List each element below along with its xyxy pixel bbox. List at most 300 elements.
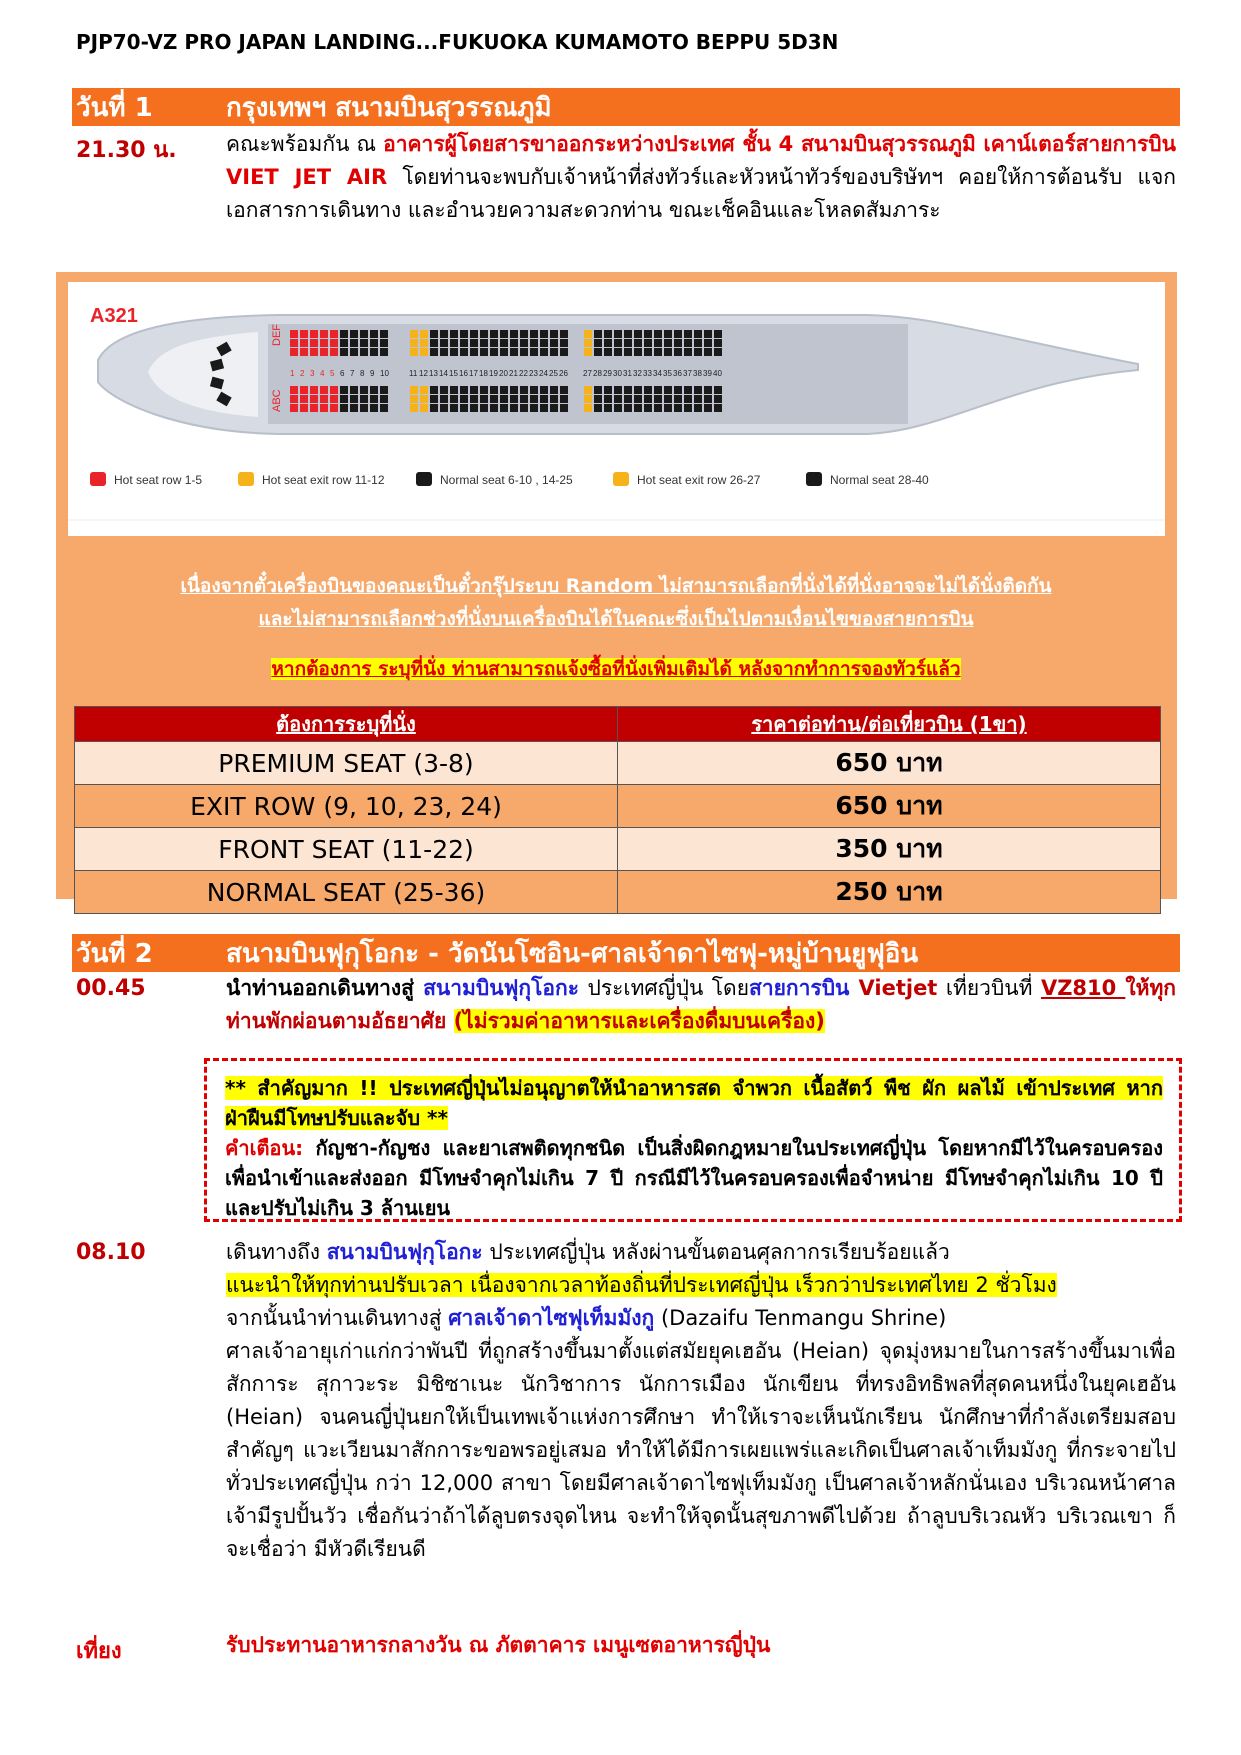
row-number-label: 1 <box>290 369 295 378</box>
seat <box>380 395 388 403</box>
seat <box>480 395 488 403</box>
seat <box>644 395 652 403</box>
seat <box>370 339 378 347</box>
seat <box>540 339 548 347</box>
t1-airport: สนามบินฟุกุโอกะ <box>423 976 580 1000</box>
aircraft-label: A321 <box>90 305 138 327</box>
seat <box>330 404 338 412</box>
row-number-label: 31 <box>623 369 632 378</box>
side-label-def: DEF <box>271 324 283 346</box>
seat <box>594 330 602 338</box>
seat <box>624 386 632 394</box>
seat-cell: EXIT ROW (9, 10, 23, 24) <box>75 785 618 828</box>
seat <box>664 339 672 347</box>
row-number-label: 35 <box>663 369 672 378</box>
seat <box>440 330 448 338</box>
seat <box>360 404 368 412</box>
seat <box>430 348 438 356</box>
seat <box>500 339 508 347</box>
seat <box>694 404 702 412</box>
seat <box>310 395 318 403</box>
row-number-label: 3 <box>310 369 315 378</box>
seat <box>460 339 468 347</box>
seat <box>480 330 488 338</box>
seat <box>440 339 448 347</box>
seat <box>584 339 592 347</box>
seat <box>320 339 328 347</box>
day1-description <box>226 128 1176 227</box>
seat <box>430 404 438 412</box>
random-seat-note <box>76 570 1156 636</box>
day2-time-2: 08.10 <box>76 1240 146 1265</box>
warning-drugs: กัญชา-กัญชง และยาเสพติดทุกชนิด เป็นสิ่งผิดกฎหมายในประเทศญี่ปุ่น โดยหากมีไว้ในครอบครองเพื่อนำเข้าและส่งออก มีโทษจำคุกไม่เกิน 7 ปี กรณีมีไว้ในครอบครองเพื่อจำหน่าย มีโทษจำคุกไม่เกิน 10 ปี และปรับไม่เกิน 3 ล้านเยน <box>225 1136 1163 1220</box>
seat <box>330 330 338 338</box>
row-number-label: 18 <box>479 369 488 378</box>
legend-label: Normal seat 28-40 <box>830 473 929 487</box>
seat <box>540 404 548 412</box>
day1-text-c: โดยท่านจะพบกับเจ้าหน้าที่ส่งทัวร์และหัวหน้าทัวร์ของบริษัทฯ คอยให้การต้อนรับ แจกเอกสารการเดินทาง และอำนวยความสะดวกท่าน ขณะเช็คอินและโหลดสัมภาระ <box>226 165 1177 222</box>
seat <box>540 330 548 338</box>
seat <box>500 386 508 394</box>
seat <box>490 339 498 347</box>
row-number-label: 9 <box>370 369 375 378</box>
seat <box>320 330 328 338</box>
t2-shrine-description: ศาลเจ้าอายุเก่าแก่กว่าพันปี ที่ถูกสร้างขึ้นมาตั้งแต่สมัยยุคเฮอัน (Heian) จุดมุ่งหมายในการสร้างขึ้นมาเพื่อสักการะ สุกาวะระ มิชิซาเนะ นักวิชาการ นักการเมือง นักเขียน ที่ทรงอิทธิพลที่สุดคนหนึ่งในยุคเฮอัน (Heian) จนคนญี่ปุ่นยกให้เป็นเทพเจ้าแห่งการศึกษา ทำให้เราจะเห็นนักเรียน นักศึกษาที่กำลังเตรียมสอบสำคัญๆ แวะเวียนมาสักการะขอพรอยู่เสมอ ทำให้ได้มีการเผยแพร่และเกิดเป็นศาลเจ้าเท็มมังกู ที่กระจายไปทั่วประเทศญี่ปุ่น กว่า 12,000 สาขา โดยมีศาลเจ้าดาไซฟุเท็มมังกู เป็นศาลเจ้าหลักนั่นเอง บริเวณหน้าศาลเจ้ามีรูปปั้นวัว เชื่อกันว่าถ้าได้ลูบตรงจุดไหน จะทำให้จุดนั้นสุขภาพดีไปด้วย ถ้าลูบบริเวณหัว บริเวณเขา ก็จะเชื่อว่า มีหัวดีเรียนดี <box>226 1339 1176 1561</box>
seat <box>584 386 592 394</box>
seat <box>490 348 498 356</box>
t1-airline-label: สายการบิน <box>749 976 850 1000</box>
seat <box>380 339 388 347</box>
t1-f: เที่ยวบินที่ <box>937 976 1041 1000</box>
legend-swatch <box>238 472 254 486</box>
seat <box>540 386 548 394</box>
row-number-label: 2 <box>300 369 305 378</box>
seat <box>450 386 458 394</box>
row-number-label: 30 <box>613 369 622 378</box>
seat <box>684 395 692 403</box>
seat <box>614 348 622 356</box>
seat <box>340 339 348 347</box>
seat <box>510 330 518 338</box>
row-number-label: 4 <box>320 369 325 378</box>
seat <box>644 330 652 338</box>
seat <box>480 404 488 412</box>
seat <box>594 404 602 412</box>
seat <box>614 330 622 338</box>
seat <box>450 404 458 412</box>
seat <box>674 386 682 394</box>
row-number-label: 7 <box>350 369 355 378</box>
seat <box>624 330 632 338</box>
seat <box>664 330 672 338</box>
seat <box>350 339 358 347</box>
seat <box>420 348 428 356</box>
seat <box>694 339 702 347</box>
t1-airline: Vietjet <box>849 976 938 1000</box>
t1-h: ให้ทุกท่านพักผ่อนตามอัธยาศัย <box>226 976 1177 1033</box>
seat <box>530 395 538 403</box>
seat <box>624 348 632 356</box>
row-number-label: 39 <box>703 369 712 378</box>
seat <box>550 395 558 403</box>
seat <box>300 404 308 412</box>
seat <box>614 404 622 412</box>
warning-food: ** สำคัญมาก !! ประเทศญี่ปุ่นไม่อนุญาตให้นำอาหารสด จำพวก เนื้อสัตว์ พืช ผัก ผลไม้ เข้าประเทศ หากฝ่าฝืนมีโทษปรับและจับ ** <box>225 1076 1163 1130</box>
table-row <box>75 742 1161 785</box>
legend-label: Normal seat 6-10 , 14-25 <box>440 473 573 487</box>
seat <box>290 330 298 338</box>
seat <box>634 339 642 347</box>
seat <box>470 404 478 412</box>
seat <box>340 330 348 338</box>
row-number-label: 17 <box>469 369 478 378</box>
random-note-line2: และไม่สามารถเลือกช่วงที่นั่งบนเครื่องบินได้ในคณะซึ่งเป็นไปตามเงื่อนไขของสายการบิน <box>258 608 974 630</box>
seat <box>470 386 478 394</box>
seat <box>664 386 672 394</box>
seat <box>440 395 448 403</box>
seat <box>540 395 548 403</box>
seat <box>460 395 468 403</box>
seat <box>634 348 642 356</box>
seat <box>480 339 488 347</box>
seat <box>684 386 692 394</box>
seat <box>530 348 538 356</box>
warning-label: คำเตือน: <box>225 1136 304 1160</box>
seat-cell: FRONT SEAT (11-22) <box>75 828 618 871</box>
seat <box>370 386 378 394</box>
seat <box>320 386 328 394</box>
seat <box>560 404 568 412</box>
row-number-label: 24 <box>539 369 548 378</box>
row-number-label: 38 <box>693 369 702 378</box>
row-number-label: 25 <box>549 369 558 378</box>
day2-label: วันที่ 2 <box>76 938 153 969</box>
seat <box>350 348 358 356</box>
seat <box>624 404 632 412</box>
seat <box>594 395 602 403</box>
seat <box>510 339 518 347</box>
day1-heading: กรุงเทพฯ สนามบินสุวรรณภูมิ <box>226 92 552 123</box>
row-number-label: 40 <box>713 369 722 378</box>
t1-no-meal-note: (ไม่รวมค่าอาหารและเครื่องดื่มบนเครื่อง) <box>453 1009 825 1033</box>
seat <box>310 386 318 394</box>
random-note-line1: เนื่องจากตั๋วเครื่องบินของคณะเป็นตั๋วกรุ๊ประบบ Random ไม่สามารถเลือกที่นั่งได้ที่นั่งอาจจะไม่ได้นั่งติดกัน <box>180 575 1052 597</box>
seat <box>310 404 318 412</box>
row-number-label: 14 <box>439 369 448 378</box>
seat <box>300 395 308 403</box>
seat <box>704 339 712 347</box>
day1-time: 21.30 น. <box>76 138 177 163</box>
seat <box>320 395 328 403</box>
seat <box>360 395 368 403</box>
seat <box>584 395 592 403</box>
seat <box>604 339 612 347</box>
legend-label: Hot seat exit row 26-27 <box>637 473 761 487</box>
seat <box>310 330 318 338</box>
row-number-label: 22 <box>519 369 528 378</box>
seat-info-box <box>56 272 1177 907</box>
seat <box>510 386 518 394</box>
seat <box>460 330 468 338</box>
seat <box>624 395 632 403</box>
seat <box>370 395 378 403</box>
row-number-label: 34 <box>653 369 662 378</box>
seat-cell: PREMIUM SEAT (3-8) <box>75 742 618 785</box>
seat <box>604 348 612 356</box>
seat <box>560 339 568 347</box>
row-number-label: 28 <box>593 369 602 378</box>
seat <box>350 386 358 394</box>
seat <box>410 348 418 356</box>
day2-header-bar <box>72 934 1180 972</box>
seat <box>330 395 338 403</box>
header-seat: ต้องการระบุที่นั่ง <box>75 707 618 742</box>
seat <box>674 339 682 347</box>
seat <box>510 395 518 403</box>
day1-header-bar <box>72 88 1180 126</box>
seat <box>290 404 298 412</box>
seat <box>530 330 538 338</box>
seat <box>440 348 448 356</box>
table-row <box>75 871 1161 914</box>
legend-label: Hot seat exit row 11-12 <box>262 473 385 487</box>
seat <box>560 395 568 403</box>
row-number-label: 16 <box>459 369 468 378</box>
seat <box>430 330 438 338</box>
seat <box>480 348 488 356</box>
price-cell: 650 บาท <box>618 785 1161 828</box>
row-number-label: 8 <box>360 369 365 378</box>
table-row <box>75 785 1161 828</box>
seat <box>350 395 358 403</box>
seat <box>330 348 338 356</box>
seat-map-image <box>68 282 1165 536</box>
row-number-label: 21 <box>509 369 518 378</box>
seat <box>420 330 428 338</box>
seat <box>594 386 602 394</box>
seat <box>410 395 418 403</box>
t1-flight-no: VZ810 <box>1040 976 1126 1000</box>
seat <box>490 395 498 403</box>
row-number-label: 33 <box>643 369 652 378</box>
day1-terminal-text: อาคารผู้โดยสารขาออกระหว่างประเทศ ชั้น 4 สนามบินสุวรรณภูมิ เคาน์เตอร์สายการบิน VIET JET AIR <box>226 132 1176 189</box>
seat <box>520 339 528 347</box>
t2-e: จากนั้นนำท่านเดินทางสู่ <box>226 1306 449 1330</box>
t2-airport: สนามบินฟุกุโอกะ <box>326 1240 483 1264</box>
seat <box>550 348 558 356</box>
row-number-label: 29 <box>603 369 612 378</box>
seat <box>380 404 388 412</box>
seat <box>674 395 682 403</box>
seat <box>684 339 692 347</box>
t1-a: นำท่านออกเดินทางสู่ <box>226 976 424 1000</box>
t1-c: ประเทศญี่ปุ่น โดย <box>579 976 750 1000</box>
seat <box>460 348 468 356</box>
seat <box>450 339 458 347</box>
seat <box>614 386 622 394</box>
seat <box>360 330 368 338</box>
seat <box>380 330 388 338</box>
day2-arrival-text <box>226 1236 1176 1566</box>
seat <box>470 330 478 338</box>
seat <box>550 330 558 338</box>
seat <box>654 330 662 338</box>
seat <box>340 395 348 403</box>
seat <box>560 330 568 338</box>
seat <box>654 404 662 412</box>
seat <box>704 330 712 338</box>
row-number-label: 15 <box>449 369 458 378</box>
seat <box>584 404 592 412</box>
seat <box>430 395 438 403</box>
day1-label: วันที่ 1 <box>76 92 153 123</box>
seat <box>714 348 722 356</box>
seat <box>560 348 568 356</box>
seat <box>340 404 348 412</box>
seat <box>520 386 528 394</box>
seat <box>460 404 468 412</box>
legend-swatch <box>806 472 822 486</box>
seat <box>490 386 498 394</box>
row-number-label: 27 <box>583 369 592 378</box>
price-cell: 650 บาท <box>618 742 1161 785</box>
row-number-label: 23 <box>529 369 538 378</box>
seat <box>370 330 378 338</box>
day2-time-3: เที่ยง <box>76 1639 122 1664</box>
seat <box>644 386 652 394</box>
seat <box>490 330 498 338</box>
seat <box>330 386 338 394</box>
seat <box>664 404 672 412</box>
seat <box>584 348 592 356</box>
seat <box>634 404 642 412</box>
price-cell: 350 บาท <box>618 828 1161 871</box>
seat <box>450 395 458 403</box>
row-number-label: 32 <box>633 369 642 378</box>
t3-lunch: รับประทานอาหารกลางวัน ณ ภัตตาคาร เมนูเซตอาหารญี่ปุ่น <box>226 1633 771 1657</box>
seat <box>490 404 498 412</box>
seat <box>520 348 528 356</box>
seat <box>644 348 652 356</box>
seat <box>714 404 722 412</box>
seat <box>310 339 318 347</box>
seat <box>290 339 298 347</box>
seat <box>340 386 348 394</box>
seat <box>510 348 518 356</box>
day2-lunch-text <box>226 1629 1176 1662</box>
seat <box>530 339 538 347</box>
seat <box>450 330 458 338</box>
seat <box>470 348 478 356</box>
seat <box>614 339 622 347</box>
seat <box>450 348 458 356</box>
seat <box>300 339 308 347</box>
table-row <box>75 828 1161 871</box>
seat <box>604 404 612 412</box>
seat <box>410 330 418 338</box>
seat <box>470 395 478 403</box>
t2-a: เดินทางถึง <box>226 1240 327 1264</box>
day2-heading: สนามบินฟุกุโอกะ - วัดนันโซอิน-ศาลเจ้าดาไซฟุ-หมู่บ้านยูฟุอิน <box>226 938 919 969</box>
t2-timezone-note: แนะนำให้ทุกท่านปรับเวลา เนื่องจากเวลาท้องถิ่นที่ประเทศญี่ปุ่น เร็วกว่าประเทศไทย 2 ชั่วโมง <box>226 1273 1057 1297</box>
seat <box>470 339 478 347</box>
seat <box>320 348 328 356</box>
seat <box>460 386 468 394</box>
seat <box>360 386 368 394</box>
seat <box>654 395 662 403</box>
seat <box>410 339 418 347</box>
seat <box>540 348 548 356</box>
seat <box>370 348 378 356</box>
seat <box>694 348 702 356</box>
seat <box>350 330 358 338</box>
seat <box>694 395 702 403</box>
seat <box>634 330 642 338</box>
seat <box>604 386 612 394</box>
seat <box>440 386 448 394</box>
page-title: PJP70-VZ PRO JAPAN LANDING...FUKUOKA KUMAMOTO BEPPU 5D3N <box>76 30 839 54</box>
seat <box>614 395 622 403</box>
seat <box>290 386 298 394</box>
t2-g: (Dazaifu Tenmangu Shrine) <box>654 1306 947 1330</box>
seat <box>624 339 632 347</box>
row-number-label: 20 <box>499 369 508 378</box>
seat <box>704 348 712 356</box>
seat <box>674 348 682 356</box>
seat <box>530 404 538 412</box>
seat <box>380 386 388 394</box>
seat <box>410 404 418 412</box>
row-number-label: 12 <box>419 369 428 378</box>
seat <box>520 395 528 403</box>
seat <box>310 348 318 356</box>
seat <box>594 339 602 347</box>
day2-flight-text <box>226 972 1176 1038</box>
seat <box>510 404 518 412</box>
seat-map-svg <box>68 282 1165 536</box>
seat <box>674 404 682 412</box>
header-price: ราคาต่อท่าน/ต่อเที่ยวบิน (1ขา) <box>618 707 1161 742</box>
seat <box>704 404 712 412</box>
seat <box>714 386 722 394</box>
seat <box>380 348 388 356</box>
seat <box>300 330 308 338</box>
seat <box>480 386 488 394</box>
seat <box>674 330 682 338</box>
seat <box>440 404 448 412</box>
row-number-label: 26 <box>559 369 568 378</box>
seat <box>604 330 612 338</box>
side-label-abc: ABC <box>271 389 283 412</box>
seat <box>420 339 428 347</box>
seat <box>664 348 672 356</box>
seat <box>420 404 428 412</box>
legend-swatch <box>90 472 106 486</box>
seat-legend <box>90 472 929 487</box>
seat <box>694 386 702 394</box>
seat <box>664 395 672 403</box>
row-number-label: 37 <box>683 369 692 378</box>
seat <box>360 339 368 347</box>
buy-seat-note <box>76 654 1156 684</box>
seat <box>410 386 418 394</box>
seat <box>684 348 692 356</box>
t2-c: ประเทศญี่ปุ่น หลังผ่านขั้นตอนศุลกากรเรียบร้อยแล้ว <box>482 1240 950 1264</box>
seat <box>634 386 642 394</box>
seat <box>644 339 652 347</box>
row-number-label: 6 <box>340 369 345 378</box>
seat <box>644 404 652 412</box>
